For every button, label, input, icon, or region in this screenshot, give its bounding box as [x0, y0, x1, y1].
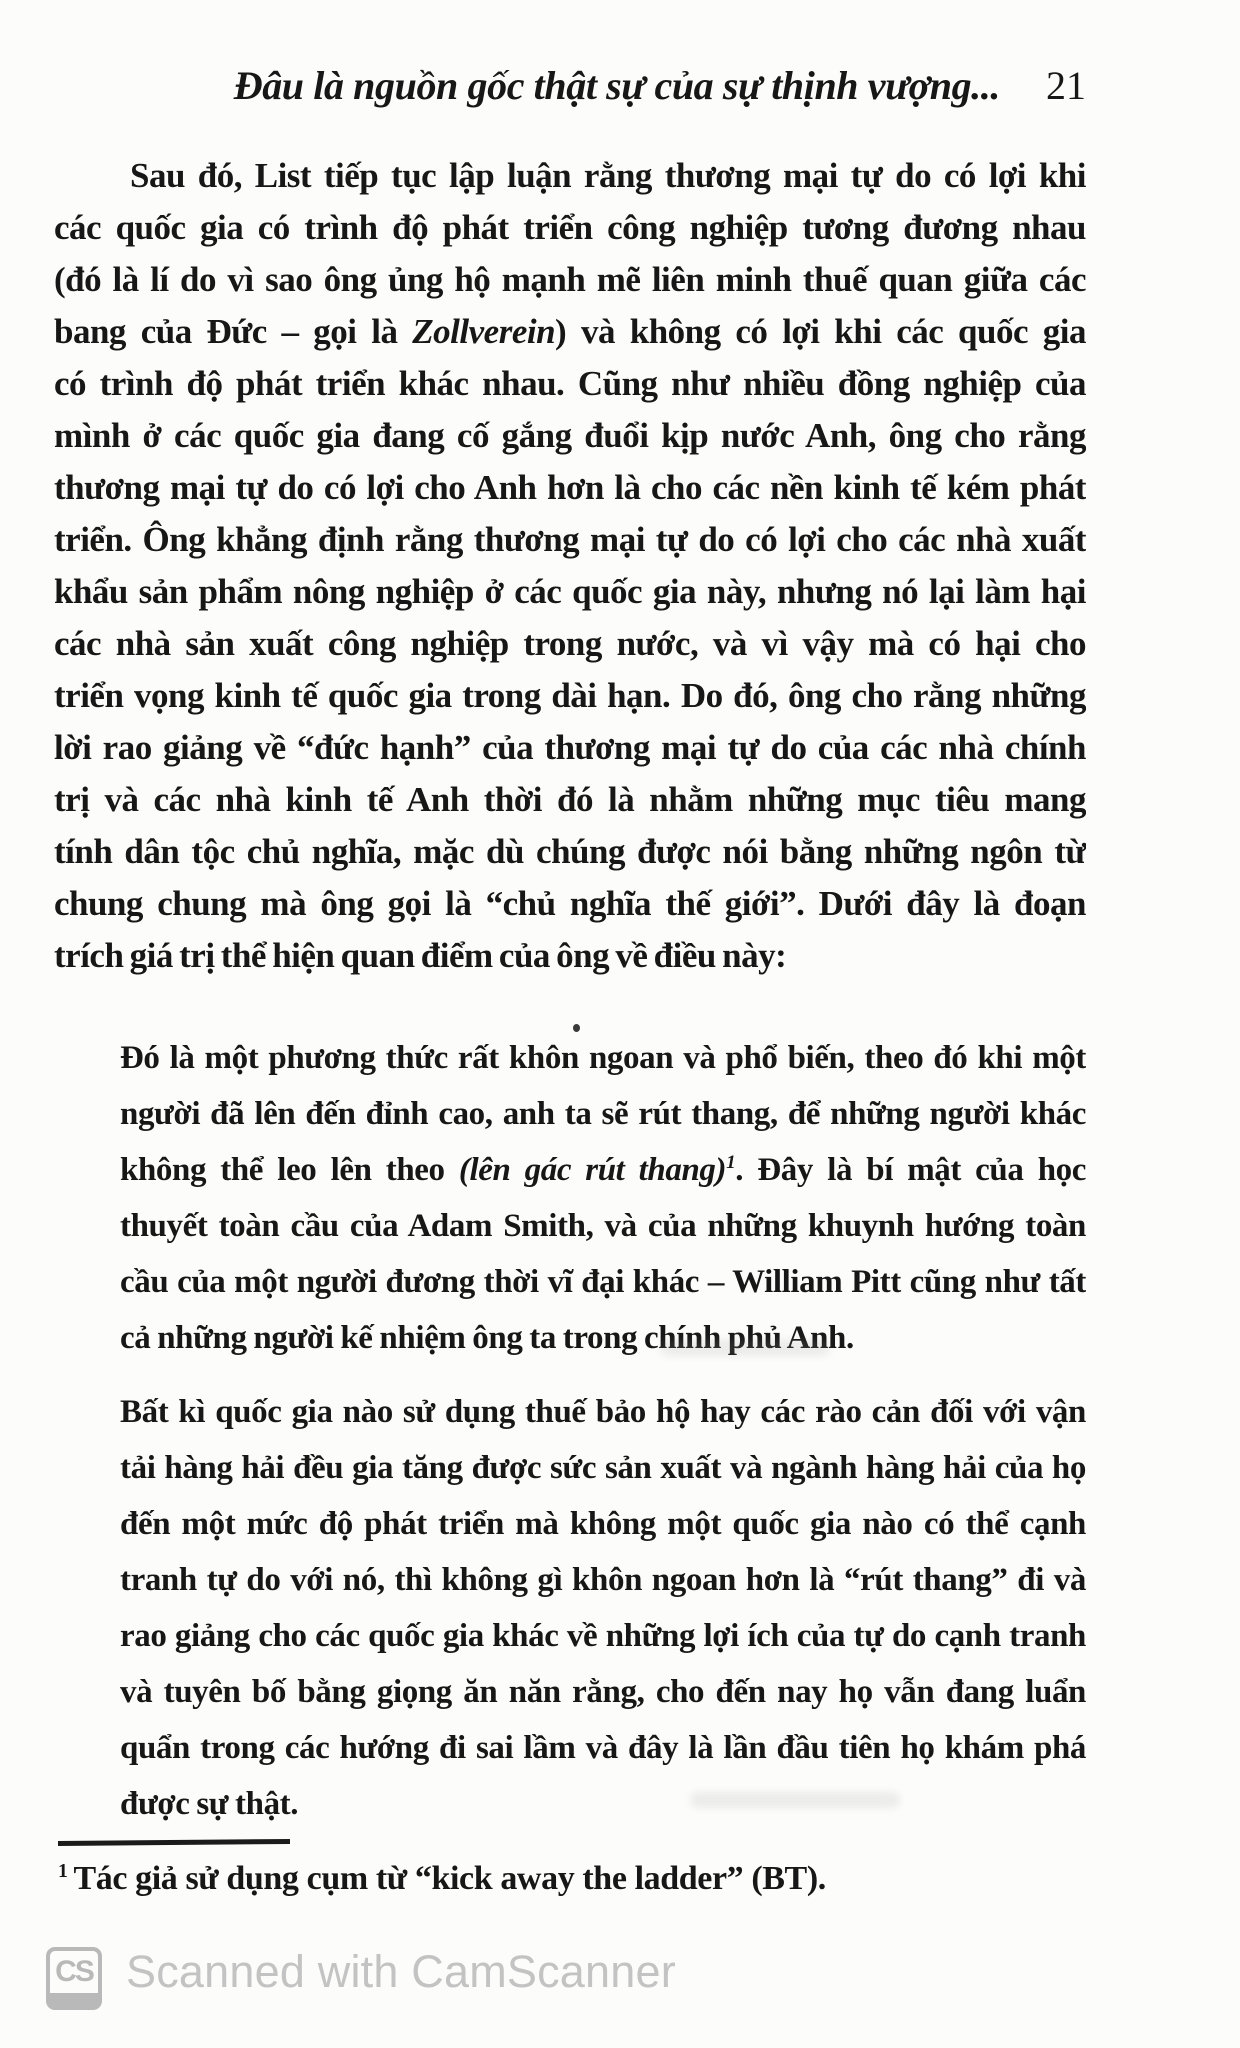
camscanner-watermark	[46, 1946, 676, 1998]
text-line: Đó là một phương thức rất khôn ngoan và phổ biến, theo đó khi một	[120, 1040, 1086, 1076]
text-line: tải hàng hải đều gia tăng được sức sản xuất và ngành hàng hải của họ	[120, 1450, 1086, 1486]
footnote-text: Tác giả sử dụng cụm từ “kick away the ladder” (BT).	[73, 1860, 826, 1897]
text-line: và tuyên bố bằng giọng ăn năn rằng, cho đến nay họ vẫn đang luẩn	[120, 1674, 1086, 1710]
text-line: tranh tự do với nó, thì không gì khôn ngoan hơn là “rút thang” đi và	[120, 1562, 1086, 1598]
text-line: cầu của một người đương thời vĩ đại khác – William Pitt cũng như tất	[120, 1264, 1086, 1300]
quote-paragraph-1	[120, 1030, 1086, 1366]
text-line: không thể leo lên theo (lên gác rút thang)$^1$. Đây là bí mật của học	[120, 1152, 1086, 1188]
page-number: 21	[1046, 63, 1086, 108]
text-line: các quốc gia có trình độ phát triển công nghiệp tương đương nhau	[54, 208, 1086, 247]
text-line: có trình độ phát triển khác nhau. Cũng như nhiều đồng nghiệp của	[54, 364, 1086, 403]
camscanner-text: Scanned with CamScanner	[126, 1946, 676, 1997]
text-line: trị và các nhà kinh tế Anh thời đó là nhằm những mục tiêu mang	[54, 780, 1086, 819]
text-line: rao giảng cho các quốc gia khác về những lợi ích của tự do cạnh tranh	[120, 1618, 1086, 1654]
text-line: được sự thật.	[120, 1786, 299, 1822]
running-header	[54, 62, 1086, 109]
camscanner-logo-icon	[46, 1947, 102, 1997]
text-line: bang của Đức – gọi là Zollverein) và không có lợi khi các quốc gia	[54, 312, 1086, 351]
text-line: tính dân tộc chủ nghĩa, mặc dù chúng được nói bằng những ngôn từ	[54, 832, 1086, 871]
text-line: thuyết toàn cầu của Adam Smith, và của những khuynh hướng toàn	[120, 1208, 1086, 1244]
text-line: Bất kì quốc gia nào sử dụng thuế bảo hộ hay các rào cản đối với vận	[120, 1394, 1086, 1430]
text-line: đến một mức độ phát triển mà không một quốc gia nào có thể cạnh	[120, 1506, 1086, 1542]
text-line: (đó là lí do vì sao ông ủng hộ mạnh mẽ liên minh thuế quan giữa các	[54, 260, 1086, 299]
quote-paragraph-2	[120, 1384, 1086, 1832]
text-line: Sau đó, List tiếp tục lập luận rằng thương mại tự do có lợi khi	[130, 156, 1086, 195]
text-line: chung chung mà ông gọi là “chủ nghĩa thế giới”. Dưới đây là đoạn	[54, 884, 1086, 923]
text-line: cả những người kế nhiệm ông ta trong chính phủ Anh.	[120, 1320, 854, 1356]
scan-smudge-artifact	[690, 1792, 900, 1808]
text-line: triển vọng kinh tế quốc gia trong dài hạn. Do đó, ông cho rằng những	[54, 676, 1086, 715]
text-line: người đã lên đến đỉnh cao, anh ta sẽ rút thang, để những người khác	[120, 1096, 1086, 1132]
text-line: trích giá trị thể hiện quan điểm của ông về điều này:	[54, 936, 787, 975]
footnote-divider	[58, 1839, 290, 1846]
body-paragraph	[54, 150, 1086, 982]
camscanner-logo-base	[46, 1997, 102, 2010]
footnote-marker: 1	[58, 1859, 68, 1882]
running-header-title: Đâu là nguồn gốc thật sự của sự thịnh vượng...	[233, 63, 1000, 108]
text-line: lời rao giảng về “đức hạnh” của thương mại tự do của các nhà chính	[54, 728, 1086, 767]
scan-smudge-artifact	[660, 1340, 830, 1356]
camscanner-logo-text: CS	[55, 1955, 93, 1988]
text-line: khẩu sản phẩm nông nghiệp ở các quốc gia này, nhưng nó lại làm hại	[54, 572, 1086, 611]
footnote	[58, 1860, 1068, 1898]
text-line: mình ở các quốc gia đang cố gắng đuổi kịp nước Anh, ông cho rằng	[54, 416, 1086, 455]
text-line: thương mại tự do có lợi cho Anh hơn là cho các nền kinh tế kém phát	[54, 468, 1086, 507]
text-line: quẩn trong các hướng đi sai lầm và đây là lần đầu tiên họ khám phá	[120, 1730, 1086, 1766]
text-line: triển. Ông khẳng định rằng thương mại tự do có lợi cho các nhà xuất	[54, 520, 1086, 559]
text-line: các nhà sản xuất công nghiệp trong nước, và vì vậy mà có hại cho	[54, 624, 1086, 663]
